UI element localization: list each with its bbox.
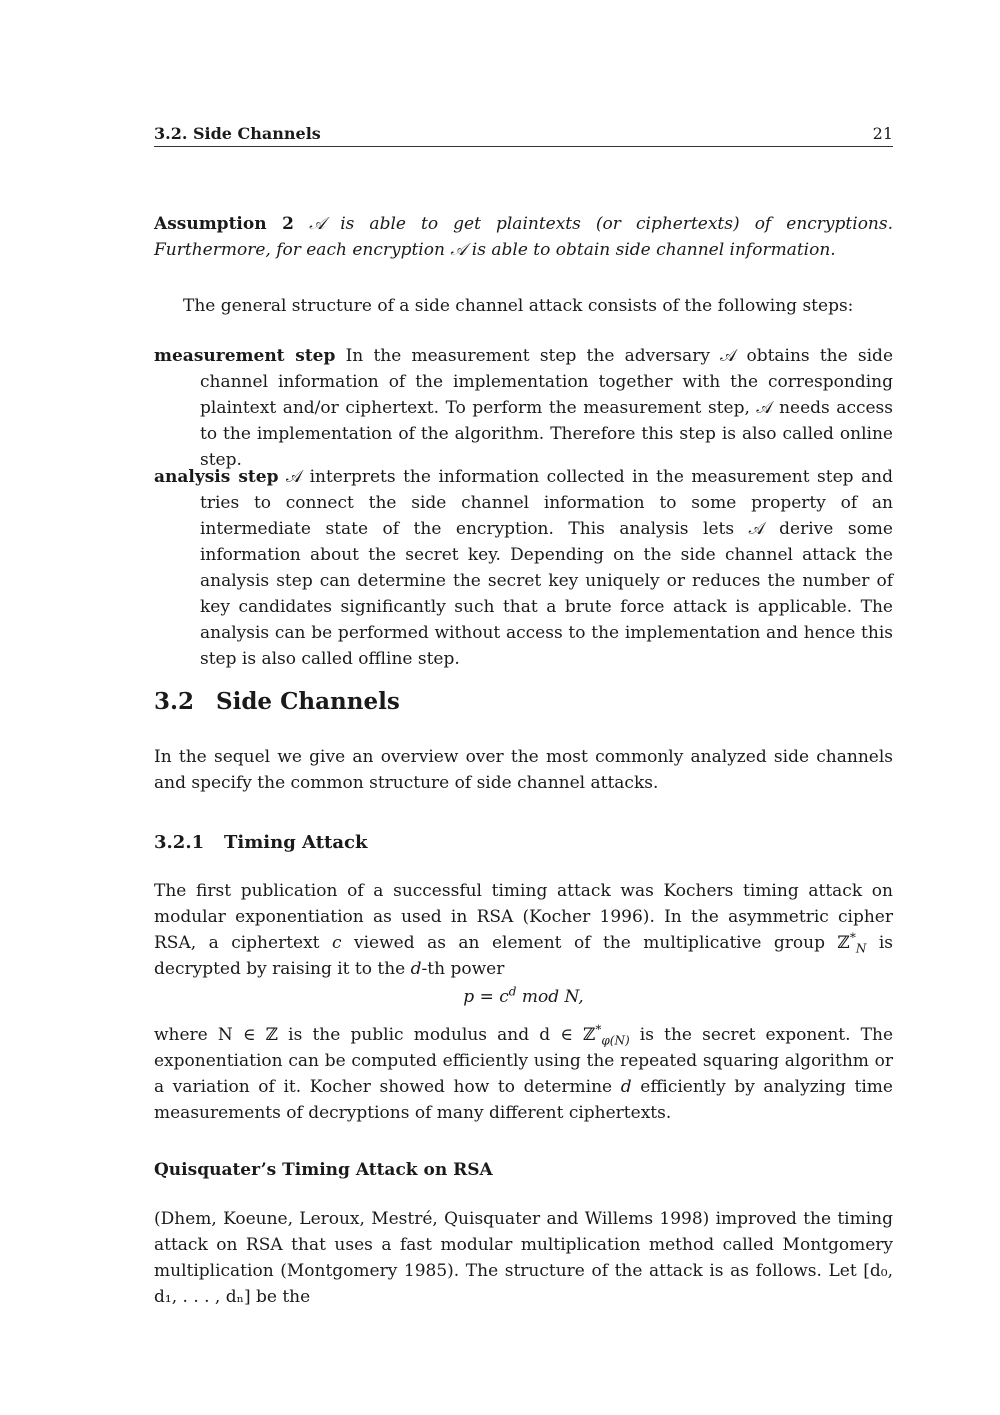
group-sub: N [855, 941, 867, 956]
where-text-c: efficiently by analyzing time measurements of decryptions of many different ciphertexts. [154, 1077, 893, 1123]
equation-lhs: p = c [463, 987, 509, 1007]
subsection-heading [154, 832, 367, 853]
page-number: 21 [872, 124, 893, 143]
paragraph-heading-quisquater: Quisquater’s Timing Attack on RSA [154, 1160, 493, 1180]
measurement-step-item [154, 343, 893, 473]
where-sub: φ(N) [601, 1033, 630, 1048]
analysis-step-text: 𝒜 interprets the information collected in the measurement step and tries to connect the side channel information to some property of an intermediate state of the encryption. This analysis lets 𝒜 derive some information about the secret key. Depending on the side channel attack the analysis step can determine the secret key uniquely or reduces the number of key candidates significantly such that a brute force attack is applicable. The analysis can be performed without access to the implementation and hence this step is also called offline step. [200, 467, 894, 669]
where-text-b: is the secret exponent. The exponentiation can be computed efficiently using the repeated squaring algorithm or a variation of it. Kocher showed how to determine [154, 1025, 894, 1097]
assumption-text: 𝒜 is able to get plaintexts (or ciphertexts) of encryptions. Furthermore, for each encryption 𝒜 is able to obtain side channel information. [154, 214, 894, 260]
subsection-title: Timing Attack [224, 832, 368, 853]
assumption-label: Assumption 2 [154, 214, 294, 234]
where-sup: * [595, 1022, 602, 1037]
timing-text-b: viewed as an element of the multiplicative group ℤ [341, 933, 850, 953]
section-number: 3.2 [154, 688, 195, 715]
group-sup: * [849, 930, 856, 945]
running-header [154, 124, 893, 147]
subsection-number: 3.2.1 [154, 832, 205, 853]
var-c: c [331, 933, 342, 953]
analysis-step-term: analysis step [154, 467, 279, 487]
timing-text-e: -th power [421, 959, 505, 979]
paper-page [154, 0, 893, 1415]
timing-text-a: The first publication of a successful timing attack was Kochers timing attack on modular exponentiation as used in RSA (Kocher 1996). In the asymmetric cipher RSA, a ciphertext [154, 881, 893, 953]
measurement-step-term: measurement step [154, 346, 336, 366]
equation-exponent: d [508, 984, 517, 999]
analysis-step-item [154, 464, 893, 672]
section-intro-paragraph: In the sequel we give an overview over the most commonly analyzed side channels and specify the common structure of side channel attacks. [154, 747, 893, 793]
where-paragraph [154, 1022, 893, 1126]
section-heading [154, 688, 400, 715]
equation-rhs: mod N, [516, 987, 584, 1007]
measurement-step-text: In the measurement step the adversary 𝒜 obtains the side channel information of the implementation together with the corresponding plaintext and/or ciphertext. To perform the measurement step, 𝒜 needs access to the implementation of the algorithm. Therefore this step is also called online step. [200, 346, 893, 470]
timing-paragraph [154, 878, 893, 982]
assumption-2 [154, 211, 893, 263]
equation [154, 984, 893, 1010]
where-var-d: d [620, 1077, 632, 1097]
quisquater-paragraph: (Dhem, Koeune, Leroux, Mestré, Quisquater and Willems 1998) improved the timing attack on RSA that uses a fast modular multiplication method called Montgomery multiplication (Montgomery 1985). The structure of the attack is as follows. Let [d₀, d₁, . . . , dₙ] be the [154, 1209, 893, 1307]
var-d: d [410, 959, 422, 979]
section-title: Side Channels [216, 688, 400, 715]
timing-text-d: is decrypted by raising it to the [154, 933, 893, 979]
where-text-a: where N ∈ ℤ is the public modulus and d ∈ ℤ [154, 1025, 596, 1045]
steps-intro: The general structure of a side channel attack consists of the following steps: [183, 296, 854, 316]
running-header-section: 3.2. Side Channels [154, 124, 321, 143]
